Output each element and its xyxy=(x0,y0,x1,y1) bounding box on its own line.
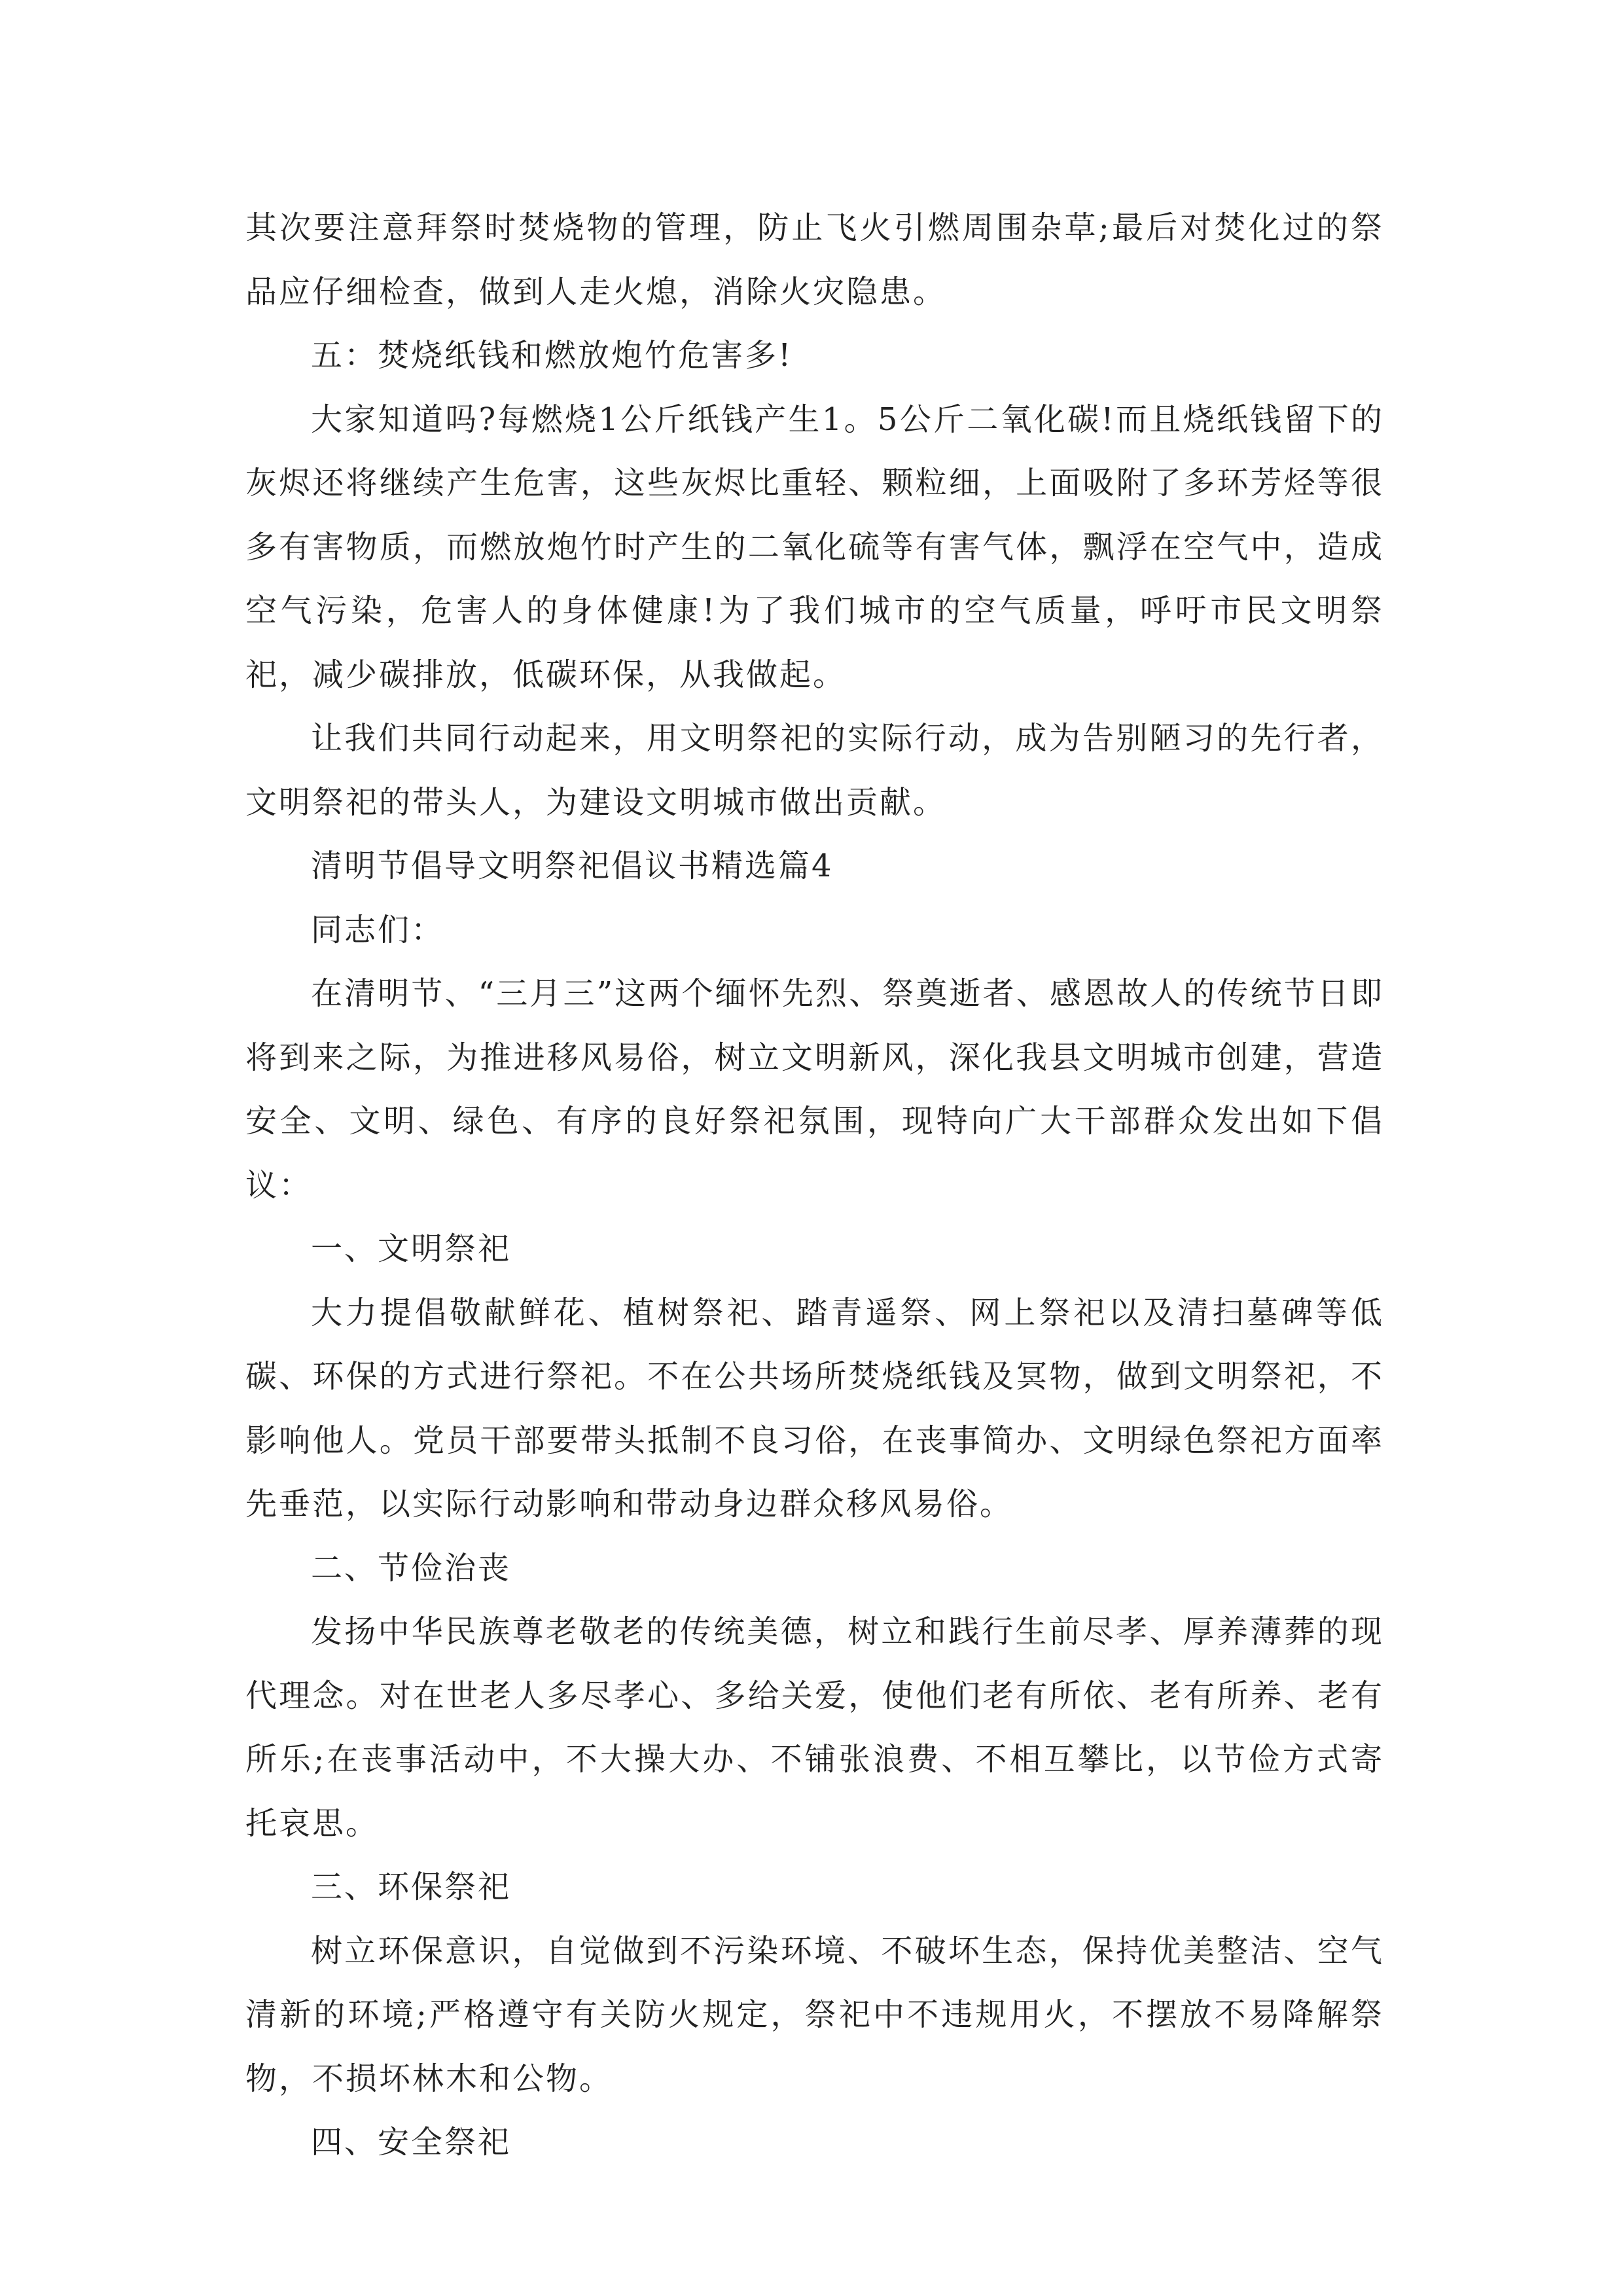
paragraph: 大力提倡敬献鲜花、植树祭祀、踏青遥祭、网上祭祀以及清扫墓碑等低碳、环保的方式进行祭祀。不在公共场所焚烧纸钱及冥物，做到文明祭祀，不影响他人。党员干部要带头抵制不良习俗，在丧事简办、文明绿色祭祀方面率先垂范，以实际行动影响和带动身边群众移风易俗。 xyxy=(245,1294,1384,1522)
paragraph: 大家知道吗?每燃烧1公斤纸钱产生1。5公斤二氧化碳!而且烧纸钱留下的灰烬还将继续产生危害，这些灰烬比重轻、颗粒细，上面吸附了多环芳烃等很多有害物质，而燃放炮竹时产生的二氧化硫等有害气体，飘浮在空气中，造成空气污染，危害人的身体健康!为了我们城市的空气质量，呼吁市民文明祭祀，减少碳排放，低碳环保，从我做起。 xyxy=(245,401,1384,693)
section-heading: 二、节俭治丧 xyxy=(311,1549,512,1587)
section-heading: 四、安全祭祀 xyxy=(311,2124,512,2161)
section-heading: 三、环保祭祀 xyxy=(311,1869,512,1905)
paragraph: 在清明节、“三月三”这两个缅怀先烈、祭奠逝者、感恩故人的传统节日即将到来之际，为推进移风易俗，树立文明新风，深化我县文明城市创建，营造安全、文明、绿色、有序的良好祭祀氛围，现特向广大干部群众发出如下倡议： xyxy=(245,975,1384,1204)
paragraph: 让我们共同行动起来，用文明祭祀的实际行动，成为告别陋习的先行者，文明祭祀的带头人，为建设文明城市做出贡献。 xyxy=(245,720,1384,821)
article-title: 清明节倡导文明祭祀倡议书精选篇4 xyxy=(311,848,834,884)
salutation: 同志们： xyxy=(311,911,445,948)
document-body xyxy=(245,196,1384,2175)
section-heading: 五：焚烧纸钱和燃放炮竹危害多! xyxy=(311,337,793,374)
paragraph: 其次要注意拜祭时焚烧物的管理，防止飞火引燃周围杂草;最后对焚化过的祭品应仔细检查，做到人走火熄，消除火灾隐患。 xyxy=(245,209,1384,310)
paragraph: 树立环保意识，自觉做到不污染环境、不破坏生态，保持优美整洁、空气清新的环境;严格遵守有关防火规定，祭祀中不违规用火，不摆放不易降解祭物，不损坏林木和公物。 xyxy=(245,1932,1384,2097)
paragraph: 发扬中华民族尊老敬老的传统美德，树立和践行生前尽孝、厚养薄葬的现代理念。对在世老人多尽孝心、多给关爱，使他们老有所依、老有所养、老有所乐;在丧事活动中，不大操大办、不铺张浪费、不相互攀比，以节俭方式寄托哀思。 xyxy=(245,1613,1384,1842)
section-heading: 一、文明祭祀 xyxy=(311,1230,512,1267)
